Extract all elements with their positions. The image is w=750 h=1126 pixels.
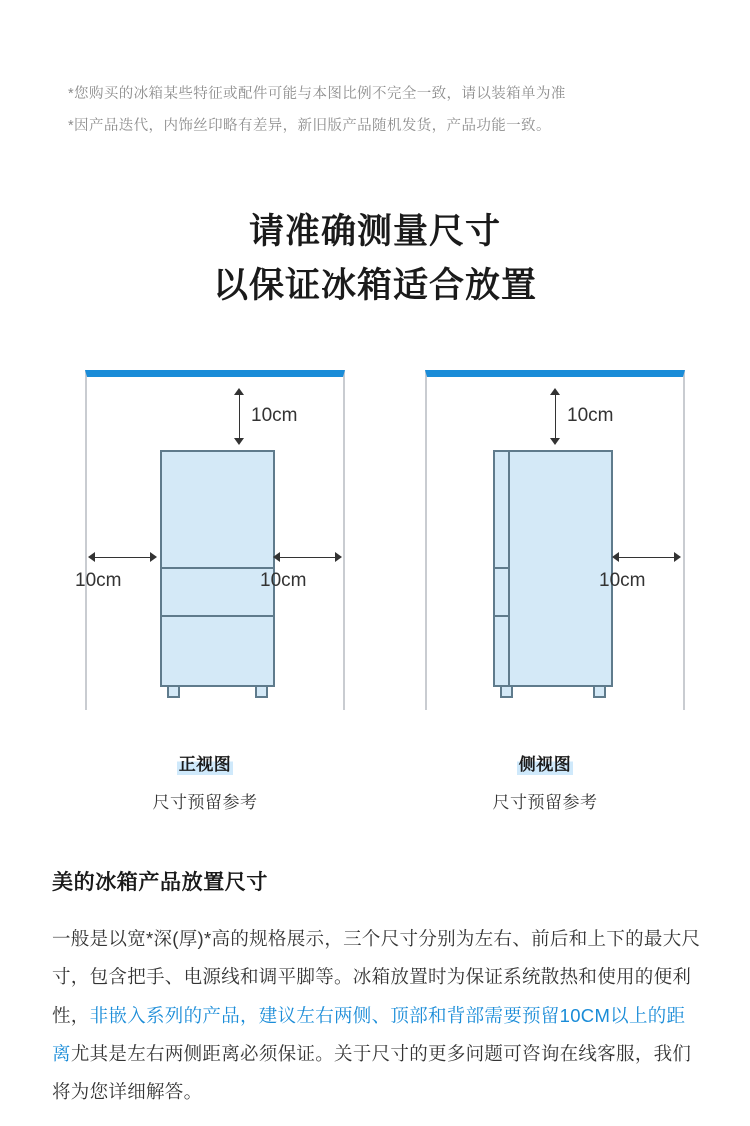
section-body-part-2: 尤其是左右两侧距离必须保证。关于尺寸的更多问题可咨询在线客服，我们将为您详细解答。 [52, 1042, 692, 1103]
section-title: 美的冰箱产品放置尺寸 [52, 871, 268, 894]
side-view-caption-title: 侧视图 [517, 750, 574, 775]
front-top-arrow-head-down [234, 438, 244, 445]
fridge-front-foot-left [167, 687, 180, 698]
headline-line-1: 请准确测量尺寸 [248, 212, 501, 251]
fridge-front-body [160, 450, 275, 687]
front-view-caption-sub: 尺寸预留参考 [152, 793, 258, 812]
front-left-label: 10cm [75, 570, 122, 591]
section-body [52, 920, 702, 1111]
front-left-arrow-head-left [88, 552, 95, 562]
front-left-arrow-line [95, 557, 155, 558]
headline-line-2: 以保证冰箱适合放置 [212, 266, 537, 306]
fridge-front-foot-right [255, 687, 268, 698]
front-top-arrow-head-up [234, 388, 244, 395]
fridge-front-divider-1 [162, 567, 273, 569]
clearance-diagrams [0, 360, 750, 820]
fridge-side-foot-left [500, 687, 513, 698]
section-body-accent: 非嵌入系列的产品，建议左右两侧、顶部和背部需要预留10CM以上的距离 [52, 1004, 686, 1064]
fridge-side-foot-right [593, 687, 606, 698]
front-right-arrow-head-right [335, 552, 342, 562]
side-right-arrow-head-left [612, 552, 619, 562]
front-left-arrow-head-right [150, 552, 157, 562]
fridge-side-divider-1 [495, 567, 510, 569]
section-body-part-1: 一般是以宽*深(厚)*高的规格展示，三个尺寸分别为左右、前后和上下的最大尺寸，包含把手、电源线和调平脚等。冰箱放置时为保证系统散热和使用的便利性， [52, 928, 701, 1026]
front-right-arrow-line [280, 557, 340, 558]
front-right-label: 10cm [260, 570, 307, 591]
disclaimer-line-1: *您购买的冰箱某些特征或配件可能与本图比例不完全一致，请以装箱单为准 [68, 86, 566, 102]
side-top-arrow-head-down [550, 438, 560, 445]
side-right-arrow-line [619, 557, 679, 558]
fridge-side-divider-2 [495, 615, 510, 617]
side-right-label: 10cm [599, 570, 646, 591]
page-title [0, 205, 750, 314]
side-right-arrow-head-right [674, 552, 681, 562]
front-top-arrow-line [239, 395, 240, 443]
front-view-diagram [55, 360, 355, 820]
side-view-diagram [395, 360, 695, 820]
disclaimer-line-2: *因产品迭代，内饰丝印略有差异，新旧版产品随机发货，产品功能一致。 [68, 117, 551, 134]
front-top-label: 10cm [251, 405, 298, 426]
side-top-label: 10cm [567, 405, 614, 426]
front-view-caption [55, 750, 355, 813]
side-view-caption [395, 750, 695, 813]
front-right-arrow-head-left [273, 552, 280, 562]
disclaimer-block [68, 84, 698, 148]
side-view-caption-sub: 尺寸预留参考 [492, 793, 598, 812]
fridge-side-body [493, 450, 613, 687]
front-view-caption-title: 正视图 [177, 750, 234, 775]
fridge-front-divider-2 [162, 615, 273, 617]
side-top-arrow-head-up [550, 388, 560, 395]
side-top-arrow-line [555, 395, 556, 443]
